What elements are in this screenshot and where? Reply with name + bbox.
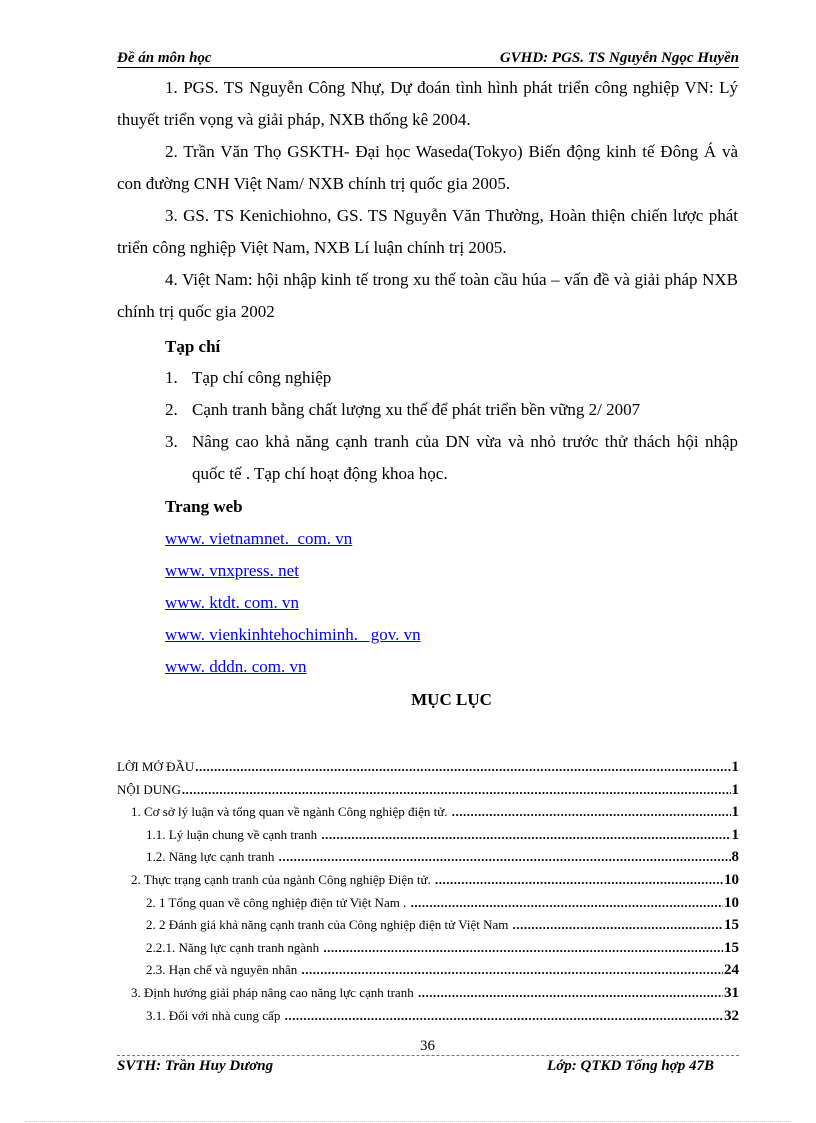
- toc-entry-label: 2.2.1. Năng lực cạnh tranh ngành: [146, 939, 323, 955]
- toc-page-number: 1: [731, 781, 739, 798]
- page-header: [117, 49, 739, 68]
- website-link[interactable]: www. dddn. com. vn: [165, 657, 307, 676]
- toc-entry-label: 1.2. Năng lực cạnh tranh: [146, 849, 278, 865]
- toc-page-number: 1: [731, 826, 739, 843]
- journal-item-number: 2.: [165, 400, 178, 419]
- page-number: 36: [420, 1038, 435, 1054]
- toc-page-number: 32: [724, 1007, 739, 1024]
- toc-page-number: 31: [724, 984, 739, 1001]
- toc-entry-label: 1. Cơ sở lý luận và tổng quan về ngành Công nghiệp điện tử.: [131, 804, 451, 820]
- page-bottom-divider: [25, 1121, 791, 1122]
- toc-page-number: 1: [731, 759, 739, 775]
- toc-entry-label: 1.1. Lý luận chung về cạnh tranh: [146, 826, 321, 842]
- toc-leader-dots: [435, 869, 723, 892]
- toc-row[interactable]: [117, 959, 739, 982]
- toc-leader-dots: [513, 914, 723, 937]
- toc-row[interactable]: [117, 982, 739, 1005]
- toc-page-number: 15: [724, 939, 739, 956]
- header-supervisor: GVHD: PGS. TS Nguyễn Ngọc Huyền: [499, 50, 739, 66]
- toc-row[interactable]: [117, 846, 739, 869]
- toc-leader-dots: [321, 824, 730, 847]
- toc-page-number: 10: [724, 871, 739, 888]
- toc-row[interactable]: [117, 869, 739, 892]
- toc-leader-dots: [285, 1005, 723, 1028]
- website-link[interactable]: www. vnxpress. net: [165, 561, 299, 580]
- toc-row[interactable]: [117, 801, 739, 824]
- toc-leader-dots: [302, 959, 723, 982]
- toc-title: MỤC LỤC: [411, 690, 492, 709]
- toc-page-number: 1: [731, 804, 739, 821]
- footer-divider: [117, 1055, 739, 1056]
- table-of-contents: [117, 756, 739, 1027]
- toc-page-number: 8: [731, 849, 739, 866]
- toc-entry-label: 2. 1 Tổng quan về công nghiệp điện tử Việt Nam .: [146, 894, 410, 910]
- toc-entry-label: LỜI MỞ ĐẦU: [117, 759, 195, 774]
- journal-item-number: 3.: [165, 432, 178, 451]
- footer-class: Lớp: QTKD Tổng hợp 47B: [547, 1058, 714, 1074]
- toc-leader-dots: [452, 801, 731, 824]
- toc-row[interactable]: [117, 892, 739, 915]
- header-course-title: Đề án môn học: [117, 50, 212, 66]
- toc-leader-dots: [195, 756, 730, 779]
- toc-row[interactable]: [117, 824, 739, 847]
- toc-entry-label: 3.1. Đối với nhà cung cấp: [146, 1007, 284, 1023]
- reference-1: 1. PGS. TS Nguyễn Công Nhự, Dự đoán tình hình phát triển công nghiệp VN: Lý thuyết triển vọng và giải pháp, NXB thống kê 2004.: [117, 78, 738, 129]
- toc-row[interactable]: [117, 779, 739, 802]
- toc-leader-dots: [279, 846, 731, 869]
- toc-page-number: 24: [724, 962, 739, 979]
- reference-3: 3. GS. TS Kenichiohno, GS. TS Nguyễn Văn Thường, Hoàn thiện chiến lược phát triển công nghiệp Việt Nam, NXB Lí luận chính trị 2005.: [117, 206, 738, 257]
- toc-leader-dots: [323, 937, 723, 960]
- journals-heading: Tạp chí: [165, 337, 221, 356]
- journal-item: [165, 394, 738, 426]
- toc-row[interactable]: [117, 914, 739, 937]
- toc-leader-dots: [418, 982, 723, 1005]
- toc-leader-dots: [411, 892, 723, 915]
- journal-item: [165, 362, 738, 394]
- website-link[interactable]: www. vietnamnet. com. vn: [165, 529, 353, 548]
- toc-leader-dots: [182, 779, 731, 802]
- toc-entry-label: 2. 2 Đánh giá khả năng cạnh tranh của Công nghiệp điện tử Việt Nam: [146, 917, 512, 933]
- website-link[interactable]: www. ktdt. com. vn: [165, 593, 299, 612]
- journal-item-text: Nâng cao khả năng cạnh tranh của DN vừa và nhỏ trước thử thách hội nhập quốc tế . Tạp chí hoạt động khoa học.: [192, 432, 738, 483]
- toc-row[interactable]: [117, 1005, 739, 1028]
- websites-heading: Trang web: [165, 497, 243, 516]
- reference-2: 2. Trần Văn Thọ GSKTH- Đại học Waseda(Tokyo) Biến động kinh tế Đông Á và con đường CNH Việt Nam/ NXB chính trị quốc gia 2005.: [117, 142, 738, 193]
- toc-row[interactable]: [117, 937, 739, 960]
- toc-row[interactable]: [117, 756, 739, 779]
- toc-page-number: 10: [724, 894, 739, 911]
- footer-student: SVTH: Trần Huy Dương: [117, 1058, 274, 1074]
- toc-entry-label: 2.3. Hạn chế và nguyên nhân: [146, 962, 301, 978]
- journal-item-number: 1.: [165, 368, 178, 387]
- website-link[interactable]: www. vienkinhtehochiminh. gov. vn: [165, 625, 421, 644]
- reference-4: 4. Việt Nam: hội nhập kinh tế trong xu thế toàn cầu húa – vấn đề và giải pháp NXB chính trị quốc gia 2002: [117, 270, 738, 321]
- toc-page-number: 15: [724, 917, 739, 934]
- journal-item: [165, 426, 738, 490]
- journal-item-text: Cạnh tranh bằng chất lượng xu thế để phát triển bền vững 2/ 2007: [192, 400, 641, 419]
- toc-entry-label: NỘI DUNG: [117, 781, 181, 797]
- journal-item-text: Tạp chí công nghiệp: [192, 368, 332, 387]
- toc-entry-label: 3. Định hướng giải pháp nâng cao năng lực cạnh tranh: [131, 984, 417, 1000]
- toc-entry-label: 2. Thực trạng cạnh tranh của ngành Công nghiệp Điện tử.: [131, 871, 435, 887]
